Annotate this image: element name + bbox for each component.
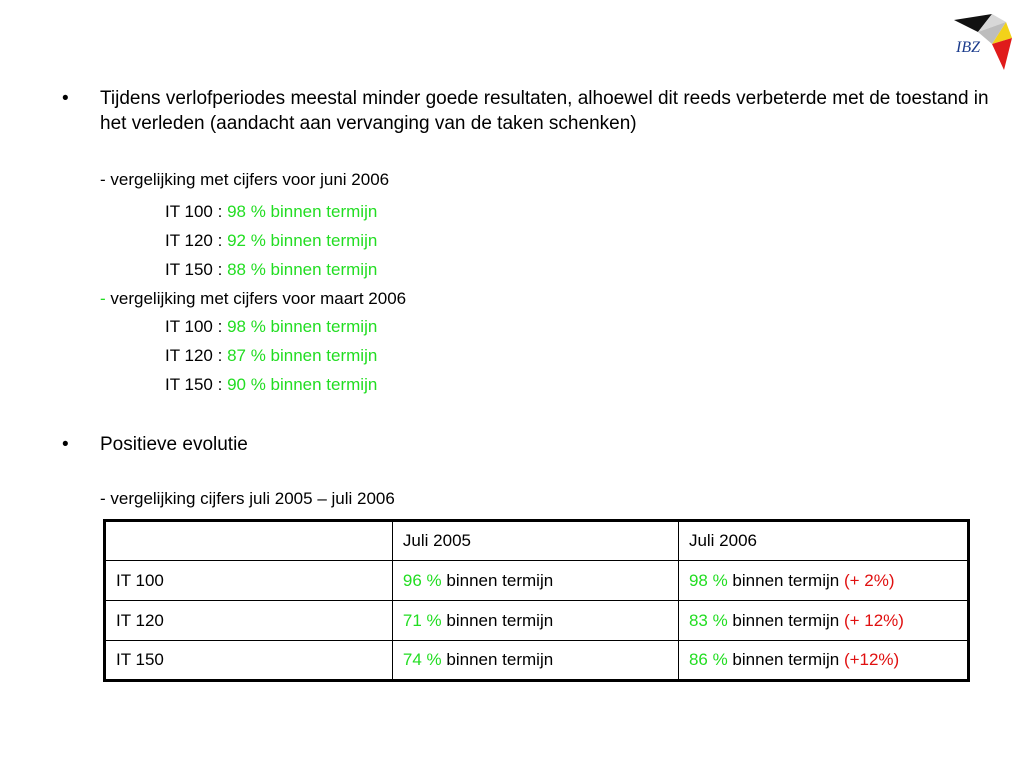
cell-2006 [678,641,968,681]
item-value: 98 % binnen termijn [227,202,378,221]
cell-suffix: binnen termijn [727,650,844,669]
value-2005: 96 % [402,570,442,590]
cell-2006 [678,561,968,601]
cell-2005 [392,641,678,681]
list-item [165,201,377,223]
item-label: IT 100 : [165,202,228,221]
row-label: IT 150 [105,641,393,681]
header-cell: Juli 2006 [678,521,968,561]
item-value: 90 % binnen termijn [227,375,378,394]
section-title-july: - vergelijking cijfers juli 2005 – juli 2006 [100,489,395,508]
bullet-text: Positieve evolutie [100,434,248,455]
list-item [165,345,377,367]
bullet-text: Tijdens verlofperiodes meestal minder goede resultaten, alhoewel dit reeds verbeterde met de toestand in het verleden (aandacht aan vervanging van de taken schenken) [100,88,989,134]
delta-value: (+ 2%) [843,570,895,590]
delta-value: (+ 12%) [843,610,904,630]
section-dash: - [100,289,106,308]
bullet-marker: • [62,434,69,455]
list-item [165,316,377,338]
value-2005: 74 % [402,650,442,669]
list-item [165,374,377,396]
value-2006: 86 % [688,650,728,669]
logo-label: IBZ [956,39,980,56]
value-2006: 98 % [688,570,728,590]
cell-2005 [392,561,678,601]
table-row [105,641,969,681]
section-title-june: - vergelijking met cijfers voor juni 2006 [100,170,390,189]
item-label: IT 150 : [165,260,228,279]
ibz-logo [948,10,1012,72]
cell-suffix: binnen termijn [727,610,844,630]
cell-2006 [678,601,968,641]
item-label: IT 100 : [165,317,228,336]
cell-suffix: binnen termijn [441,610,554,630]
value-2005: 71 % [402,610,442,630]
item-label: IT 150 : [165,375,228,394]
list-item [165,230,377,252]
item-value: 87 % binnen termijn [227,346,378,365]
table-row [105,601,969,641]
row-label: IT 120 [105,601,393,641]
table-header-row [105,521,969,561]
item-label: IT 120 : [165,231,228,250]
item-value: 92 % binnen termijn [227,231,378,250]
cell-suffix: binnen termijn [441,650,554,669]
header-cell: Juli 2005 [392,521,678,561]
cell-2005 [392,601,678,641]
value-2006: 83 % [688,610,728,630]
item-label: IT 120 : [165,346,228,365]
table-row [105,561,969,601]
bullet-marker: • [62,88,69,109]
ibz-logo-icon [948,10,1012,72]
item-value: 98 % binnen termijn [227,317,378,336]
cell-suffix: binnen termijn [727,570,844,590]
item-value: 88 % binnen termijn [227,260,378,279]
comparison-table [103,519,970,682]
header-cell [105,521,393,561]
section-title-text: vergelijking met cijfers voor maart 2006 [105,289,407,308]
row-label: IT 100 [105,561,393,601]
delta-value: (+12%) [843,650,900,669]
section-title-march [100,288,406,310]
list-item [165,259,377,281]
cell-suffix: binnen termijn [441,570,554,590]
